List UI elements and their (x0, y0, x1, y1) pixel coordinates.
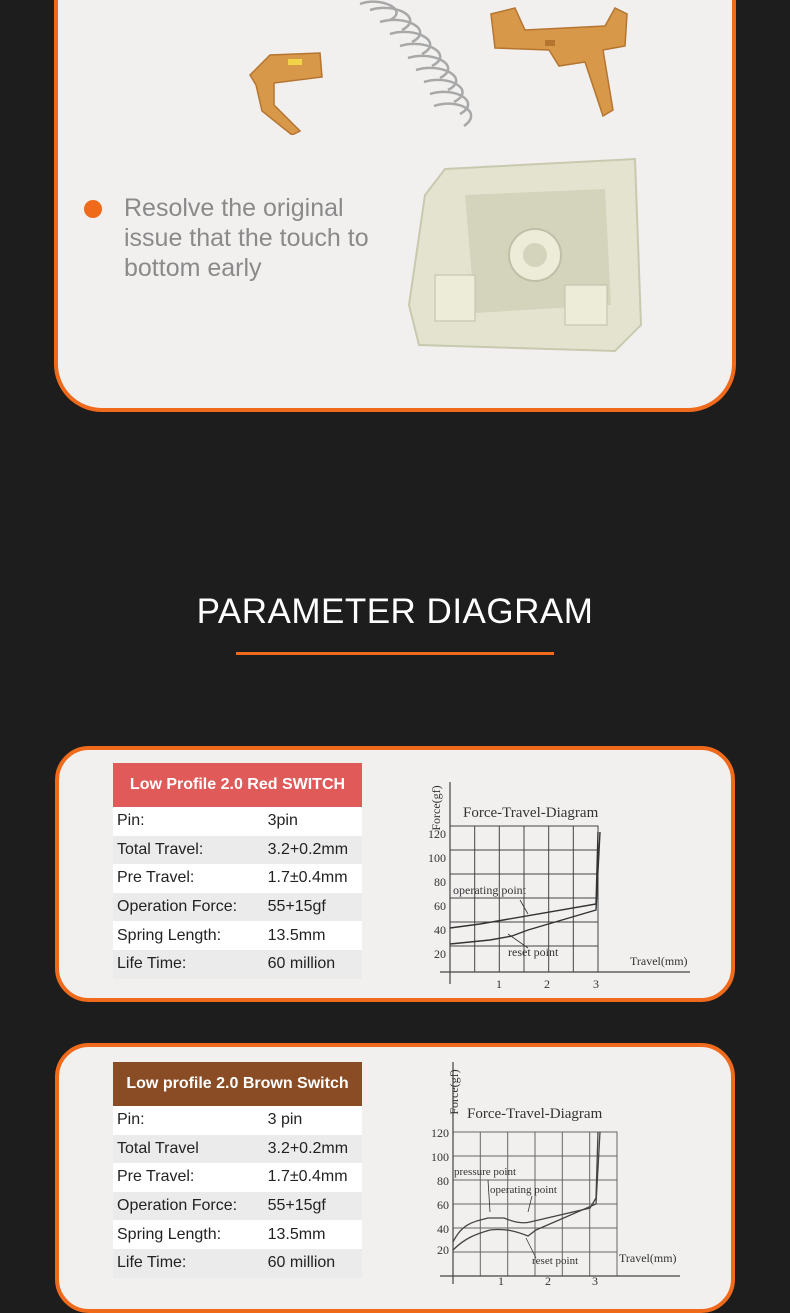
x-tick-label: 2 (544, 977, 550, 991)
y-tick-label: 80 (434, 875, 446, 889)
table-row: Pre Travel: 1.7±0.4mm (113, 864, 362, 893)
contact-plate-illustration (485, 0, 635, 125)
table-row: Total Travel 3.2+0.2mm (113, 1135, 362, 1164)
table-row: Spring Length: 13.5mm (113, 1220, 362, 1249)
x-tick-label: 1 (498, 1274, 504, 1285)
contact-leaf-illustration (240, 35, 330, 135)
feature-bullet (84, 200, 102, 218)
y-tick-label: 60 (434, 899, 446, 913)
y-tick-label: 40 (434, 923, 446, 937)
y-tick-label: 120 (431, 1126, 449, 1140)
spring-illustration (350, 0, 490, 135)
brown-switch-spec-table (113, 1062, 362, 1278)
table-row: Pin: 3 pin (113, 1106, 362, 1135)
feature-text: Resolve the original issue that the touch to bottom early (124, 194, 369, 282)
table-row: Life Time: 60 million (113, 1249, 362, 1278)
y-tick-label: 20 (434, 947, 446, 961)
red-switch-title: Low Profile 2.0 Red SWITCH (113, 763, 362, 807)
diagram-title: Force-Travel-Diagram (463, 805, 599, 821)
brown-switch-title: Low profile 2.0 Brown Switch (113, 1062, 362, 1106)
operating-point-label: operating point (453, 883, 526, 897)
red-force-travel-diagram (410, 752, 710, 992)
section-title: PARAMETER DIAGRAM (196, 592, 594, 631)
y-axis-label: Force(gf) (429, 785, 443, 831)
table-row: Spring Length: 13.5mm (113, 921, 362, 950)
x-tick-label: 2 (545, 1274, 551, 1285)
x-tick-label: 3 (593, 977, 599, 991)
table-row: Total Travel: 3.2+0.2mm (113, 836, 362, 865)
reset-point-label: reset point (508, 945, 559, 959)
x-axis-label: Travel(mm) (630, 954, 688, 968)
switch-housing-illustration (405, 155, 655, 360)
diagram-title: Force-Travel-Diagram (467, 1106, 603, 1122)
red-switch-spec-table (113, 763, 362, 979)
table-row: Pin: 3pin (113, 807, 362, 836)
x-tick-label: 1 (496, 977, 502, 991)
brown-force-travel-diagram (410, 1052, 710, 1285)
table-row: Operation Force: 55+15gf (113, 1192, 362, 1221)
y-tick-label: 100 (431, 1150, 449, 1164)
x-axis-label: Travel(mm) (619, 1251, 677, 1265)
table-row: Life Time: 60 million (113, 950, 362, 979)
y-tick-label: 60 (437, 1198, 449, 1212)
y-axis-label: Force(gf) (447, 1069, 461, 1115)
table-row: Operation Force: 55+15gf (113, 893, 362, 922)
operating-point-label: operating point (490, 1184, 557, 1196)
title-underline (236, 652, 554, 655)
y-tick-label: 120 (428, 827, 446, 841)
x-tick-label: 3 (592, 1274, 598, 1285)
y-tick-label: 80 (437, 1174, 449, 1188)
y-tick-label: 40 (437, 1222, 449, 1236)
reset-point-label: reset point (532, 1255, 579, 1267)
y-tick-label: 100 (428, 851, 446, 865)
table-row: Pre Travel: 1.7±0.4mm (113, 1163, 362, 1192)
pressure-point-label: pressure point (454, 1166, 517, 1178)
y-tick-label: 20 (437, 1243, 449, 1257)
